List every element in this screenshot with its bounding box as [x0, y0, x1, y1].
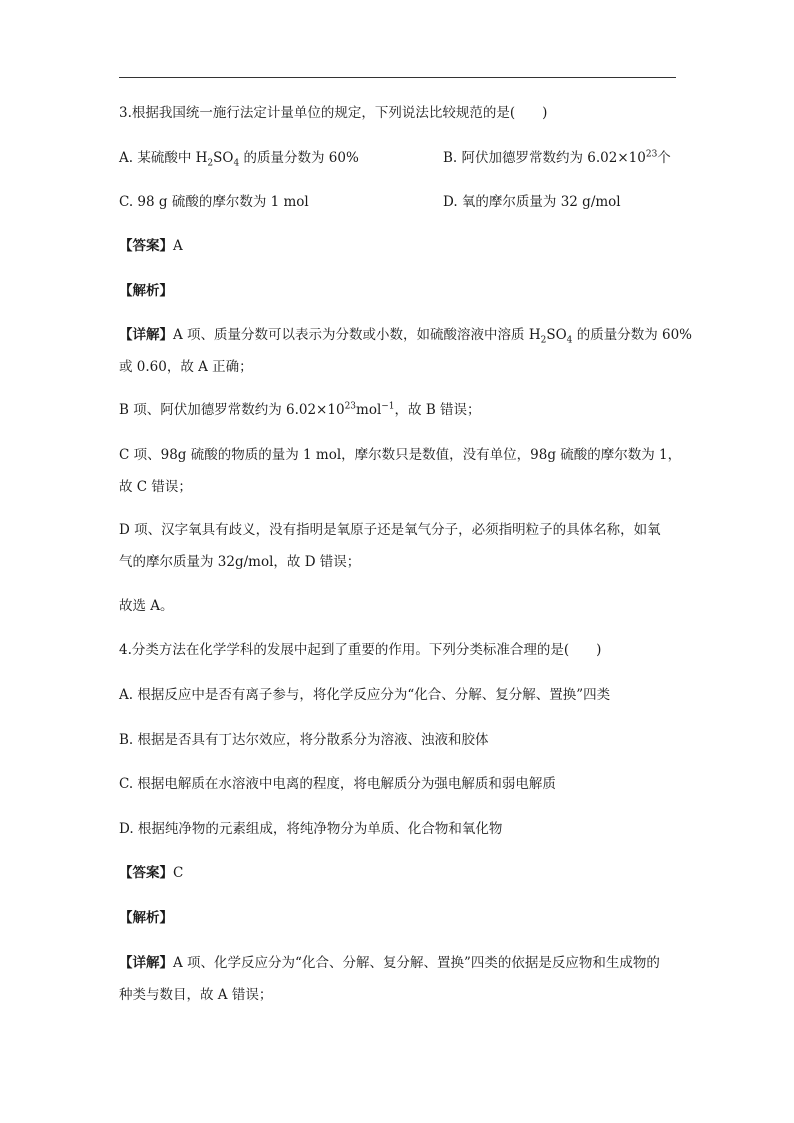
q3-detail-b: B 项、阿伏加德罗常数约为 $6.02\times 10^{23}mol^{-1}$，故 B 错误；: [119, 401, 481, 418]
q3-option-a: A. 某硫酸中 $H_2SO_4$ 的质量分数为 60%: [119, 150, 359, 169]
q3-detail-a: 【详解】A 项、质量分数可以表示为分数或小数，如硫酸溶液中溶质 $H_2SO_4$ 的质量分数为 60%: [119, 327, 692, 346]
q4-option-c: C. 根据电解质在水溶液中电离的程度，将电解质分为强电解质和弱电解质: [119, 776, 556, 792]
q4-option-d: D. 根据纯净物的元素组成，将纯净物分为单质、化合物和氧化物: [119, 821, 503, 837]
q4-option-a: A. 根据反应中是否有离子参与，将化学反应分为“化合、分解、复分解、置换”四类: [119, 687, 611, 703]
q3-answer: 【答案】A: [119, 238, 183, 254]
q3-detail-c-cont: 故 C 错误；: [119, 479, 192, 495]
q4-stem: 4.分类方法在化学学科的发展中起到了重要的作用。下列分类标准合理的是( ): [119, 642, 602, 658]
q3-detail-c: C 项、98g 硫酸的物质的量为 1 mol，摩尔数只是数值，没有单位，98g 硫酸的摩尔数为 1，: [119, 447, 682, 463]
q4-option-b: B. 根据是否具有丁达尔效应，将分散系分为溶液、浊液和胶体: [119, 732, 489, 748]
q3-stem: 3.根据我国统一施行法定计量单位的规定，下列说法比较规范的是( ): [119, 105, 548, 121]
q3-conclusion: 故选 A。: [119, 598, 174, 614]
q3-detail-a-cont: 或 0.60，故 A 正确；: [119, 359, 253, 375]
q4-detail-a: 【详解】A 项、化学反应分为“化合、分解、复分解、置换”四类的依据是反应物和生成物的: [119, 955, 660, 971]
q4-analysis-heading: 【解析】: [119, 910, 173, 926]
q3-detail-d-cont: 气的摩尔质量为 32g/mol，故 D 错误；: [119, 554, 361, 570]
q3-analysis-heading: 【解析】: [119, 283, 173, 299]
q3-option-c: C. 98 g 硫酸的摩尔数为 1 mol: [119, 194, 309, 210]
q3-option-d: D. 氧的摩尔质量为 32 g/mol: [443, 194, 621, 210]
q3-option-b: B. 阿伏加德罗常数约为 $6.02\times 10^{23}$个: [443, 149, 671, 166]
q4-answer: 【答案】C: [119, 865, 184, 881]
q3-detail-d: D 项、汉字氧具有歧义，没有指明是氧原子还是氧气分子，必须指明粒子的具体名称，如氧: [119, 522, 661, 538]
header-rule: [119, 77, 676, 78]
q4-detail-a-cont: 种类与数目，故 A 错误；: [119, 987, 273, 1003]
